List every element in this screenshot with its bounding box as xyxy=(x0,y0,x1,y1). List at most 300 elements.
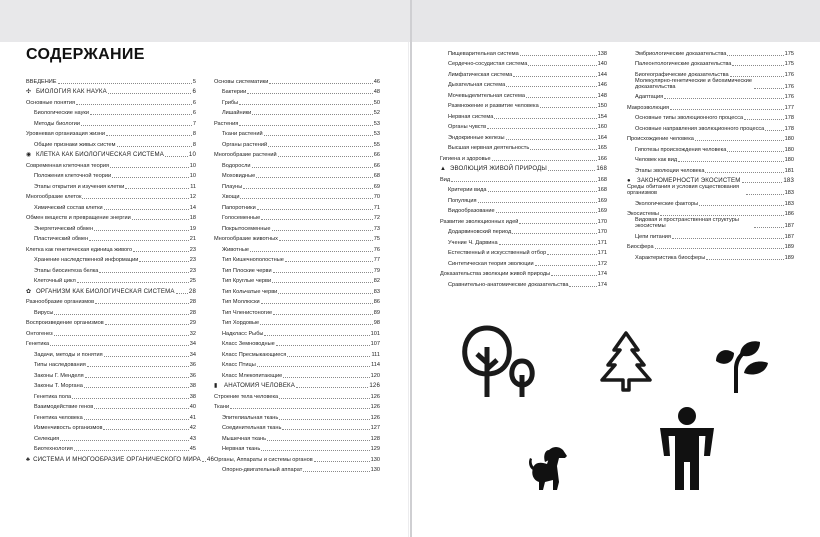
toc-page-number: 28 xyxy=(189,299,196,305)
toc-entry[interactable] xyxy=(26,95,196,106)
toc-entry-title: Бактерии xyxy=(222,89,247,95)
toc-entry-title: Характеристика биосферы xyxy=(635,254,706,261)
toc-entry-title: Биогеографические доказательства xyxy=(635,71,729,78)
toc-entry-title: Молекулярно-генетические и биохимические доказательства xyxy=(635,77,752,90)
toc-entry[interactable] xyxy=(214,284,380,295)
toc-entry[interactable] xyxy=(26,200,196,211)
toc-entry-title: Хранение наследственной информации xyxy=(34,257,139,263)
toc-entry[interactable] xyxy=(214,410,380,421)
toc-page-number: 175 xyxy=(784,61,794,67)
toc-page-number: 176 xyxy=(784,71,794,78)
toc-entry[interactable] xyxy=(440,267,607,278)
toc-entry[interactable] xyxy=(440,109,607,120)
toc-entry[interactable] xyxy=(26,305,196,316)
toc-entry[interactable] xyxy=(214,431,380,442)
toc-page-number: 180 xyxy=(784,146,794,153)
toc-entry[interactable] xyxy=(214,85,380,96)
toc-entry-title: Органы, Аппараты и системы органов xyxy=(214,456,313,463)
toc-entry[interactable] xyxy=(627,142,794,153)
toc-page-number: 6 xyxy=(192,99,196,106)
toc-entry[interactable] xyxy=(26,221,196,232)
toc-page-number: 6 xyxy=(192,88,196,95)
toc-entry-title: Сердечно-сосудистая система xyxy=(448,61,528,67)
toc-page-number: 6 xyxy=(192,110,196,116)
toc-page-number: 175 xyxy=(784,50,794,57)
toc-dot-leader xyxy=(176,293,188,294)
toc-dot-leader xyxy=(82,198,188,199)
toc-entry-title: ЭВОЛЮЦИЯ ЖИВОЙ ПРИРОДЫ xyxy=(450,165,547,172)
toc-entry[interactable] xyxy=(214,253,380,264)
toc-entry[interactable] xyxy=(214,463,380,474)
toc-entry[interactable] xyxy=(214,368,380,379)
toc-entry[interactable] xyxy=(214,190,380,201)
toc-dot-leader xyxy=(279,240,373,241)
toc-entry[interactable] xyxy=(214,106,380,117)
toc-entry[interactable] xyxy=(627,184,794,196)
toc-entry[interactable] xyxy=(214,95,380,106)
toc-entry-title: Лимфатическая система xyxy=(448,71,513,78)
toc-dot-leader xyxy=(99,272,188,273)
toc-entry[interactable] xyxy=(440,141,607,152)
organism-icon: ✿ xyxy=(26,288,32,295)
toc-dot-leader xyxy=(106,135,192,136)
toc-page-number: 165 xyxy=(597,145,607,151)
toc-entry[interactable] xyxy=(214,326,380,337)
toc-column-4 xyxy=(627,46,794,261)
toc-dot-leader xyxy=(95,303,189,304)
toc-entry[interactable] xyxy=(26,442,196,453)
toc-dot-leader xyxy=(732,65,783,66)
toc-entry[interactable] xyxy=(214,305,380,316)
toc-page-number: 171 xyxy=(597,239,607,246)
toc-entry[interactable] xyxy=(440,99,607,110)
toc-page-number: 187 xyxy=(784,223,794,229)
toc-entry[interactable] xyxy=(440,246,607,257)
toc-entry[interactable] xyxy=(440,214,607,225)
toc-entry[interactable] xyxy=(26,274,196,285)
toc-dot-leader xyxy=(506,139,597,140)
toc-dot-leader xyxy=(139,261,188,262)
toc-entry[interactable] xyxy=(214,389,380,400)
toc-entry[interactable] xyxy=(627,217,794,229)
toc-entry[interactable] xyxy=(214,316,380,327)
toc-dot-leader xyxy=(94,230,189,231)
toc-entry-title: Изменчивость организмов xyxy=(34,425,103,431)
toc-entry-title: Доказательства эволюции живой природы xyxy=(440,271,551,277)
toc-entry[interactable] xyxy=(440,183,607,194)
toc-entry[interactable] xyxy=(214,295,380,306)
toc-dot-leader xyxy=(84,419,189,420)
toc-page-number: 183 xyxy=(784,190,794,196)
toc-page-number: 11 xyxy=(190,183,196,190)
toc-entry[interactable] xyxy=(214,452,380,463)
toc-entry[interactable] xyxy=(26,232,196,243)
toc-entry[interactable] xyxy=(627,90,794,101)
toc-entry[interactable] xyxy=(26,326,196,337)
toc-page-number: 189 xyxy=(784,244,794,250)
toc-entry-title: Эмбриологические доказательства xyxy=(635,50,727,57)
toc-dot-leader xyxy=(54,314,188,315)
toc-entry[interactable] xyxy=(214,137,380,148)
toc-entry-title: Положения клеточной теории xyxy=(34,173,112,179)
toc-page-number: 75 xyxy=(373,236,380,242)
toc-entry[interactable] xyxy=(627,100,794,111)
toc-entry[interactable] xyxy=(440,151,607,162)
toc-entry-title: Моховидные xyxy=(222,173,256,179)
toc-page-number: 98 xyxy=(373,320,380,326)
toc-entry[interactable] xyxy=(627,229,794,240)
toc-dot-leader xyxy=(699,205,784,206)
toc-section-heading[interactable] xyxy=(26,85,196,96)
toc-entry-title: Развитие эволюционных идей xyxy=(440,218,519,225)
toc-section-heading[interactable] xyxy=(627,174,794,185)
toc-entry[interactable] xyxy=(627,207,794,218)
toc-entry[interactable] xyxy=(627,111,794,122)
toc-page-number: 19 xyxy=(189,225,196,232)
toc-entry-title: Экосистемы xyxy=(627,211,659,217)
toc-dot-leader xyxy=(742,182,783,183)
toc-dot-leader xyxy=(276,345,370,346)
toc-entry[interactable] xyxy=(26,106,196,117)
toc-entry-title: Ткани xyxy=(214,404,230,410)
toc-entry-title: Экологические факторы xyxy=(635,200,699,207)
toc-page-number: 144 xyxy=(597,71,607,78)
toc-entry[interactable] xyxy=(440,130,607,141)
toc-entry-title: Онтогенез xyxy=(26,330,53,337)
toc-entry[interactable] xyxy=(214,127,380,138)
toc-entry-title: Пластический обмен xyxy=(34,236,89,242)
toc-column-2 xyxy=(214,74,380,473)
toc-entry[interactable] xyxy=(627,67,794,78)
toc-page-number: 166 xyxy=(597,155,607,162)
toc-column-1 xyxy=(26,74,214,463)
toc-dot-leader xyxy=(76,104,192,105)
toc-page-number: 180 xyxy=(784,136,794,142)
toc-entry[interactable] xyxy=(214,211,380,222)
toc-entry[interactable] xyxy=(627,153,794,164)
toc-page-number: 180 xyxy=(784,157,794,163)
toc-entry[interactable] xyxy=(26,410,196,421)
toc-dot-leader xyxy=(279,398,370,399)
toc-dot-leader xyxy=(132,219,189,220)
toc-page-number: 38 xyxy=(189,383,196,389)
toc-entry[interactable] xyxy=(440,78,607,89)
toc-entry[interactable] xyxy=(214,158,380,169)
toc-page-number: 5 xyxy=(192,78,196,85)
toc-page-number: 189 xyxy=(784,254,794,261)
toc-page-number: 183 xyxy=(783,177,794,184)
toc-entry[interactable] xyxy=(26,211,196,222)
toc-section-heading[interactable] xyxy=(440,162,607,173)
toc-page-number: 46 xyxy=(373,78,380,85)
toc-entry[interactable] xyxy=(214,274,380,285)
toc-entry[interactable] xyxy=(627,121,794,132)
toc-entry-title: Адаптация xyxy=(635,94,664,100)
toc-dot-leader xyxy=(488,191,597,192)
toc-entry[interactable] xyxy=(214,74,380,85)
toc-entry[interactable] xyxy=(440,204,607,215)
toc-dot-leader xyxy=(520,55,597,56)
toc-dot-leader xyxy=(540,107,597,108)
plant-icon xyxy=(712,333,772,395)
toc-page-number: 34 xyxy=(189,351,196,358)
toc-entry[interactable] xyxy=(627,250,794,261)
toc-dot-leader xyxy=(746,194,784,195)
toc-entry[interactable] xyxy=(214,200,380,211)
toc-entry-title: Методы биологии xyxy=(34,120,81,127)
toc-entry[interactable] xyxy=(627,46,794,57)
toc-dot-leader xyxy=(744,119,784,120)
toc-entry[interactable] xyxy=(26,179,196,190)
toc-entry[interactable] xyxy=(26,400,196,411)
toc-dot-leader xyxy=(85,377,189,378)
toc-entry-title: Цепи питания xyxy=(635,233,671,240)
toc-entry[interactable] xyxy=(214,358,380,369)
toc-entry-title: Макроэволюция xyxy=(627,104,670,111)
toc-dot-leader xyxy=(60,440,189,441)
toc-page-number: 130 xyxy=(370,456,380,463)
toc-entry[interactable] xyxy=(627,240,794,251)
toc-page-number: 38 xyxy=(189,393,196,400)
leaf-icon: ♣ xyxy=(26,456,31,463)
toc-dot-leader xyxy=(278,156,373,157)
toc-entry-title: Покрытосеменные xyxy=(222,225,271,232)
toc-dot-leader xyxy=(727,151,783,152)
toc-entry[interactable] xyxy=(26,242,196,253)
toc-entry-title: Палеонтологические доказательства xyxy=(635,61,732,67)
toc-entry[interactable] xyxy=(440,225,607,236)
toc-section-heading[interactable] xyxy=(26,284,196,295)
toc-entry[interactable] xyxy=(440,256,607,267)
toc-page-number: 70 xyxy=(373,194,380,200)
toc-entry[interactable] xyxy=(26,358,196,369)
toc-dot-leader xyxy=(117,146,192,147)
toc-entry[interactable] xyxy=(440,57,607,68)
toc-entry[interactable] xyxy=(627,57,794,68)
toc-entry[interactable] xyxy=(214,442,380,453)
toc-entry-title: Задачи, методы и понятия xyxy=(34,351,103,358)
toc-entry-title: Лишайники xyxy=(222,110,252,116)
toc-entry-title: Додарвиновский период xyxy=(448,229,512,235)
toc-dot-leader xyxy=(104,209,189,210)
toc-entry-title: Тип Кишечнополостные xyxy=(222,257,284,263)
dna-icon: ✣ xyxy=(26,89,32,95)
toc-entry-title: Основные понятия xyxy=(26,99,76,106)
toc-dot-leader xyxy=(243,188,373,189)
toc-page-number: 73 xyxy=(373,225,380,232)
toc-entry[interactable] xyxy=(214,148,380,159)
toc-page-number: 83 xyxy=(373,288,380,295)
toc-entry-title: Этапы эволюции человека xyxy=(635,167,705,174)
toc-dot-leader xyxy=(94,408,189,409)
toc-entry-title: Энергетический обмен xyxy=(34,225,94,232)
toc-entry-title: Голосеменные xyxy=(222,215,261,221)
toc-page-number: 46 xyxy=(206,455,214,463)
toc-entry-title: Эндокринные железы xyxy=(448,134,505,141)
toc-entry-title: Химический состав клетки xyxy=(34,204,103,211)
toc-entry[interactable] xyxy=(214,221,380,232)
right-page-top-band xyxy=(412,0,820,42)
toc-page-number: 126 xyxy=(370,404,380,410)
toc-dot-leader xyxy=(273,314,373,315)
toc-dot-leader xyxy=(296,387,368,388)
toc-entry[interactable] xyxy=(26,431,196,442)
toc-entry[interactable] xyxy=(440,172,607,183)
page-title: СОДЕРЖАНИЕ xyxy=(26,46,145,63)
toc-page-number: 18 xyxy=(189,215,196,221)
toc-entry[interactable] xyxy=(214,232,380,243)
toc-page-number: 25 xyxy=(189,278,196,284)
toc-entry-title: Строение тела человека xyxy=(214,393,279,400)
toc-entry-title: Биологические науки xyxy=(34,110,89,116)
toc-entry-title: Генетика xyxy=(26,341,50,347)
toc-entry-title: Тип Плоские черви xyxy=(222,267,272,274)
toc-entry[interactable] xyxy=(26,253,196,264)
toc-entry[interactable] xyxy=(440,46,607,57)
toc-dot-leader xyxy=(547,254,596,255)
toc-page-number: 138 xyxy=(597,50,607,57)
toc-entry-title: Тип Членистоногие xyxy=(222,309,273,316)
toc-dot-leader xyxy=(81,125,192,126)
toc-entry[interactable] xyxy=(214,421,380,432)
toc-entry[interactable] xyxy=(26,347,196,358)
toc-entry-title: Популяция xyxy=(448,197,477,204)
toc-entry[interactable] xyxy=(440,193,607,204)
toc-entry[interactable] xyxy=(214,400,380,411)
toc-page-number: 8 xyxy=(192,131,196,137)
toc-section-heading[interactable] xyxy=(26,148,196,159)
toc-entry[interactable] xyxy=(26,116,196,127)
toc-entry[interactable] xyxy=(214,242,380,253)
toc-dot-leader xyxy=(478,202,597,203)
toc-dot-leader xyxy=(512,233,596,234)
toc-entry[interactable] xyxy=(214,169,380,180)
toc-entry[interactable] xyxy=(627,78,794,90)
toc-entry[interactable] xyxy=(26,169,196,180)
toc-entry[interactable] xyxy=(440,277,607,288)
human-small-icon: ▮ xyxy=(214,383,218,389)
toc-entry[interactable] xyxy=(214,337,380,348)
toc-entry[interactable] xyxy=(214,263,380,274)
toc-entry[interactable] xyxy=(26,337,196,348)
toc-entry[interactable] xyxy=(214,347,380,358)
toc-page-number: 23 xyxy=(189,246,196,253)
toc-section-heading[interactable] xyxy=(26,452,214,463)
toc-entry[interactable] xyxy=(440,67,607,78)
toc-page-number: 68 xyxy=(373,173,380,179)
toc-dot-leader xyxy=(252,167,373,168)
toc-page-number: 23 xyxy=(189,267,196,274)
toc-dot-leader xyxy=(77,282,189,283)
toc-entry-title: Обмен веществ и превращение энергии xyxy=(26,215,131,221)
toc-entry-title: Тип Кольчатые черви xyxy=(222,288,278,295)
toc-section-heading[interactable] xyxy=(214,379,380,390)
toc-dot-leader xyxy=(260,324,373,325)
toc-entry[interactable] xyxy=(26,74,196,85)
toc-entry[interactable] xyxy=(26,379,196,390)
toc-page-number: 101 xyxy=(370,330,380,337)
toc-entry[interactable] xyxy=(26,421,196,432)
toc-dot-leader xyxy=(287,356,370,357)
toc-entry-title: Многообразие растений xyxy=(214,152,277,158)
toc-page-number: 43 xyxy=(189,435,196,442)
toc-entry[interactable] xyxy=(26,389,196,400)
toc-entry[interactable] xyxy=(627,132,794,143)
toc-entry-title: Гипотезы происхождения человека xyxy=(635,146,727,153)
toc-dot-leader xyxy=(264,335,369,336)
toc-entry-title: Человек как вид xyxy=(635,157,678,163)
toc-entry[interactable] xyxy=(26,190,196,201)
toc-entry-title: Гигиена и здоровье xyxy=(440,155,491,162)
toc-page-number: 164 xyxy=(597,134,607,141)
toc-page-number: 71 xyxy=(373,204,380,211)
toc-page-number: 176 xyxy=(784,83,794,90)
toc-dot-leader xyxy=(272,230,373,231)
toc-entry-title: Класс Пресмыкающиеся xyxy=(222,351,287,358)
toc-entry[interactable] xyxy=(627,163,794,174)
toc-page-number: 126 xyxy=(370,393,380,400)
toc-entry-title: Грибы xyxy=(222,99,239,106)
toc-entry-title: Органы чувств xyxy=(448,124,487,130)
toc-entry[interactable] xyxy=(26,368,196,379)
toc-entry-title: Законы Т. Моргана xyxy=(34,383,83,389)
toc-page-number: 66 xyxy=(373,152,380,158)
toc-page-number: 172 xyxy=(597,260,607,267)
toc-entry[interactable] xyxy=(26,158,196,169)
toc-dot-leader xyxy=(695,140,784,141)
toc-dot-leader xyxy=(165,156,188,157)
toc-entry-title: Законы Г. Менделя xyxy=(34,372,84,379)
toc-entry[interactable] xyxy=(627,196,794,207)
toc-entry[interactable] xyxy=(26,127,196,138)
toc-dot-leader xyxy=(278,293,372,294)
toc-entry[interactable] xyxy=(214,116,380,127)
toc-page-number: 168 xyxy=(597,187,607,193)
toc-entry-title: Органы растений xyxy=(222,141,268,148)
toc-dot-leader xyxy=(268,146,373,147)
toc-dot-leader xyxy=(247,93,373,94)
toc-entry-title: Ткани растений xyxy=(222,131,263,137)
toc-entry[interactable] xyxy=(440,235,607,246)
toc-entry[interactable] xyxy=(440,88,607,99)
toc-dot-leader xyxy=(279,419,369,420)
toc-entry-title: Генетика пола xyxy=(34,393,72,400)
toc-entry[interactable] xyxy=(440,120,607,131)
toc-entry-title: Мочевыделительная система xyxy=(448,92,525,99)
toc-entry[interactable] xyxy=(26,263,196,274)
toc-page-number: 178 xyxy=(784,125,794,132)
toc-entry-title: Биосфера xyxy=(627,244,654,250)
toc-entry[interactable] xyxy=(214,179,380,190)
toc-entry[interactable] xyxy=(26,316,196,327)
toc-dot-leader xyxy=(727,55,783,56)
toc-entry-title: Нервная система xyxy=(448,113,494,120)
cell-icon: ◉ xyxy=(26,152,32,158)
toc-entry[interactable] xyxy=(26,295,196,306)
toc-page-number: 169 xyxy=(597,197,607,204)
toc-page-number: 170 xyxy=(597,218,607,225)
toc-entry-title: Высшая нервная деятельность xyxy=(448,145,530,151)
toc-dot-leader xyxy=(314,461,370,462)
toc-dot-leader xyxy=(72,398,189,399)
toc-page-number: 174 xyxy=(597,271,607,277)
toc-dot-leader xyxy=(230,408,370,409)
toc-page-number: 168 xyxy=(597,176,607,183)
toc-dot-leader xyxy=(303,471,369,472)
toc-page-number: 187 xyxy=(784,233,794,240)
toc-entry[interactable] xyxy=(26,137,196,148)
fir-tree-icon xyxy=(598,330,654,392)
